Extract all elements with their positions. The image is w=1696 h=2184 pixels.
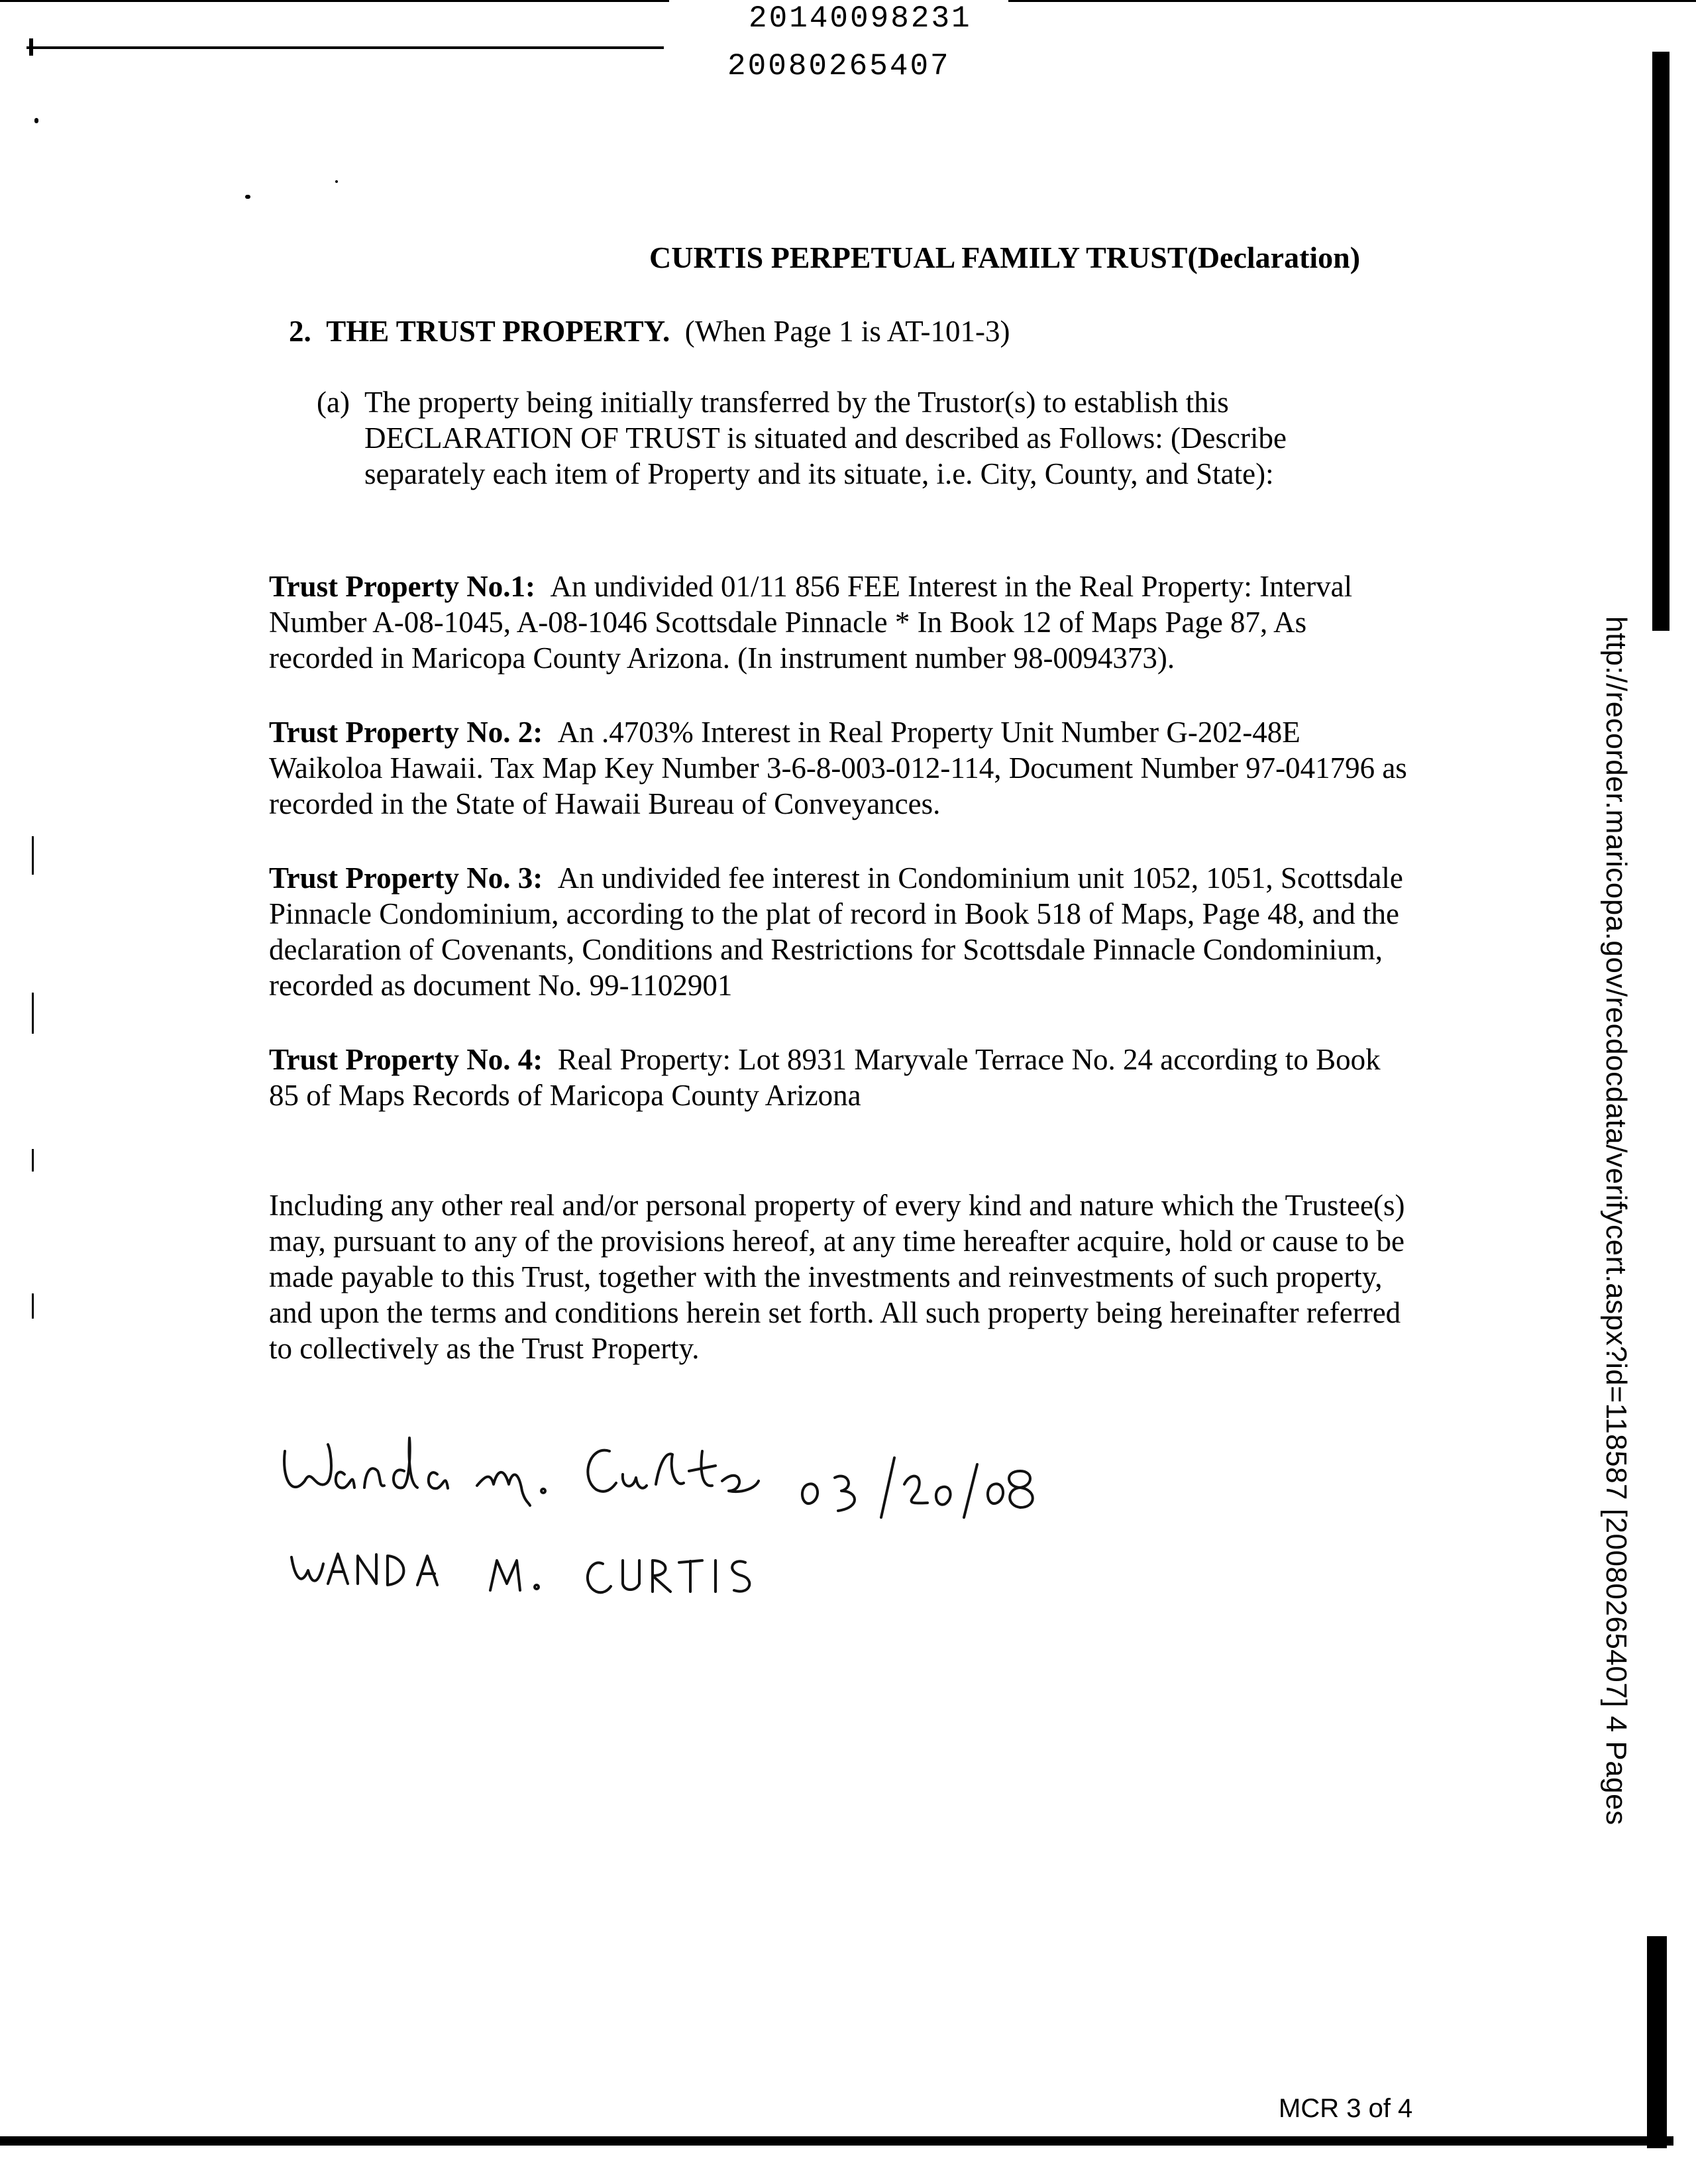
- trust-property-label: Trust Property No. 2:: [269, 716, 543, 749]
- trust-property-label: Trust Property No.1:: [269, 570, 536, 603]
- header-rule: [26, 46, 664, 49]
- handwritten-signature: [278, 1425, 1073, 1637]
- paragraph-a-label: (a): [317, 386, 350, 419]
- right-edge-bar-top: [1652, 52, 1670, 631]
- document-title: CURTIS PERPETUAL FAMILY TRUST(Declaration): [649, 241, 1361, 274]
- paragraph-a: [317, 384, 1403, 492]
- section-heading: [289, 314, 1010, 349]
- scan-dot: [245, 195, 250, 199]
- top-left-rule: [0, 0, 669, 2]
- section-title: THE TRUST PROPERTY.: [326, 315, 670, 348]
- scan-dot: [335, 180, 338, 183]
- left-margin-mark: [32, 1149, 34, 1172]
- top-right-rule: [1008, 0, 1696, 2]
- section-note: (When Page 1 is AT-101-3): [684, 315, 1010, 348]
- trust-property-1: [269, 569, 1408, 676]
- recording-number-top: 20140098231: [749, 1, 972, 36]
- trust-property-3: [269, 860, 1408, 1003]
- left-margin-mark: [32, 1293, 34, 1319]
- bottom-edge-bar: [0, 2136, 1673, 2146]
- trust-property-text: Real Property: Lot 8931 Maryvale Terrace No. 24 according to Book 85 of Maps Records of Maricopa County Arizona: [269, 1043, 1381, 1112]
- right-edge-bar-bottom: [1647, 1936, 1667, 2148]
- trust-property-2: [269, 714, 1408, 822]
- recording-number-secondary: 20080265407: [727, 49, 951, 83]
- trust-property-text: An .4703% Interest in Real Property Unit Number G-202-48E Waikoloa Hawaii. Tax Map Key Number 3-6-8-003-012-114, Document Number 97-041796 as recorded in the State of Hawaii Bureau of Conveyances.: [269, 716, 1407, 820]
- header-rule-tick: [29, 38, 33, 56]
- left-margin-mark: [32, 836, 34, 875]
- margin-verification-url: http://recorder.maricopa.gov/recdocdata/verifycert.aspx?id=118587 [20080265407] 4 Pages: [1600, 616, 1632, 1826]
- paragraph-a-text: The property being initially transferred by the Trustor(s) to establish this DECLARATION OF TRUST is situated and described as Follows: (Describe separately each item of Property and its situate, i.e. City, County, and State):: [364, 386, 1287, 490]
- trust-property-text: An undivided 01/11 856 FEE Interest in the Real Property: Interval Number A-08-1045, A-08-1046 Scottsdale Pinnacle * In Book 12 of Maps Page 87, As recorded in Maricopa County Arizona. (In instrument number 98-0094373).: [269, 570, 1353, 675]
- trust-property-text: An undivided fee interest in Condominium unit 1052, 1051, Scottsdale Pinnacle Condominium, according to the plat of record in Book 518 of Maps, Page 48, and the declaration of Covenants, Conditions and Restrictions for Scottsdale Pinnacle Condominium, recorded as document No. 99-1102901: [269, 861, 1403, 1002]
- trust-property-label: Trust Property No. 4:: [269, 1043, 543, 1076]
- left-margin-mark: [32, 993, 34, 1034]
- including-paragraph: Including any other real and/or personal property of every kind and nature which the Trustee(s) may, pursuant to any of the provisions hereof, at any time hereafter acquire, hold or cause to be made payable to this Trust, together with the investments and reinvestments of such property, and upon the terms and conditions herein set forth. All such property being hereinafter referred to collectively as the Trust Property.: [269, 1189, 1405, 1365]
- trust-property-4: [269, 1042, 1408, 1113]
- scan-dot: [34, 118, 38, 123]
- section-number: 2.: [289, 315, 311, 348]
- trust-property-label: Trust Property No. 3:: [269, 861, 543, 895]
- page-number-label: MCR 3 of 4: [1279, 2094, 1413, 2123]
